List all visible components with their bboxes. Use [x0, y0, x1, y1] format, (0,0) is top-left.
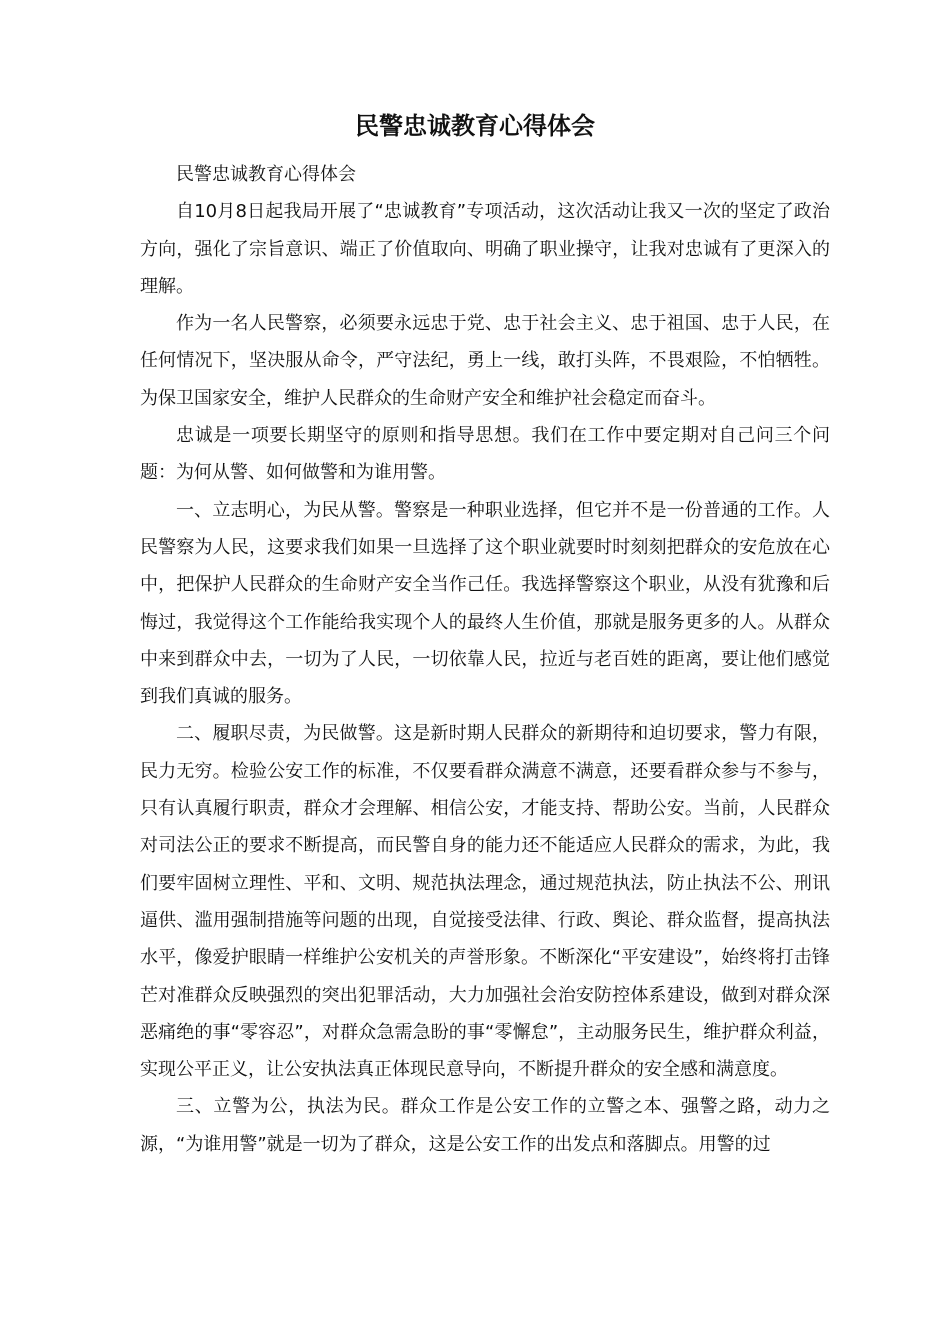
- paragraph-subtitle: 民警忠诚教育心得体会: [176, 164, 356, 185]
- document-title: 民警忠诚教育心得体会: [355, 111, 595, 140]
- paragraph-section-one: 一、立志明心，为民从警。警察是一种职业选择，但它并不是一份普通的工作。人民警察为人民，这要求我们如果一旦选择了这个职业就要时时刻刻把群众的安危放在心中，把保护人民群众的生命财产安全当作己任。我选择警察这个职业，从没有犹豫和后悔过，我觉得这个工作能给我实现个人的最终人生价值，那就是服务更多的人。从群众中来到群众中去，一切为了人民，一切依靠人民，拉近与老百姓的距离，要让他们感觉到我们真诚的服务。: [140, 499, 830, 708]
- paragraph-three-questions: 忠诚是一项要长期坚守的原则和指导思想。我们在工作中要定期对自己问三个问题：为何从警、如何做警和为谁用警。: [140, 425, 830, 484]
- paragraph-loyalty-duty: 作为一名人民警察，必须要永远忠于党、忠于社会主义、忠于祖国、忠于人民，在任何情况下，坚决服从命令，严守法纪，勇上一线，敢打头阵，不畏艰险，不怕牺牲。为保卫国家安全，维护人民群众的生命财产安全和维护社会稳定而奋斗。: [140, 313, 830, 409]
- document-body: [140, 156, 830, 1163]
- paragraph-section-two: 二、履职尽责，为民做警。这是新时期人民群众的新期待和迫切要求，警力有限，民力无穷。检验公安工作的标准，不仅要看群众满意不满意，还要看群众参与不参与，只有认真履行职责，群众才会理解、相信公安，才能支持、帮助公安。当前，人民群众对司法公正的要求不断提高，而民警自身的能力还不能适应人民群众的需求，为此，我们要牢固树立理性、平和、文明、规范执法理念，通过规范执法，防止执法不公、刑讯逼供、滥用强制措施等问题的出现，自觉接受法律、行政、舆论、群众监督，提高执法水平，像爱护眼睛一样维护公安机关的声誉形象。不断深化“平安建设”，始终将打击锋芒对准群众反映强烈的突出犯罪活动，大力加强社会治安防控体系建设，做到对群众深恶痛绝的事“零容忍”，对群众急需急盼的事“零懈怠”，主动服务民生，维护群众利益，实现公平正义，让公安执法真正体现民意导向，不断提升群众的安全感和满意度。: [140, 723, 830, 1081]
- paragraph-section-three: 三、立警为公，执法为民。群众工作是公安工作的立警之本、强警之路，动力之源，“为谁用警”就是一切为了群众，这是公安工作的出发点和落脚点。用警的过: [140, 1096, 830, 1155]
- paragraph-intro: 自10月8日起我局开展了“忠诚教育”专项活动，这次活动让我又一次的坚定了政治方向，强化了宗旨意识、端正了价值取向、明确了职业操守，让我对忠诚有了更深入的理解。: [140, 201, 830, 297]
